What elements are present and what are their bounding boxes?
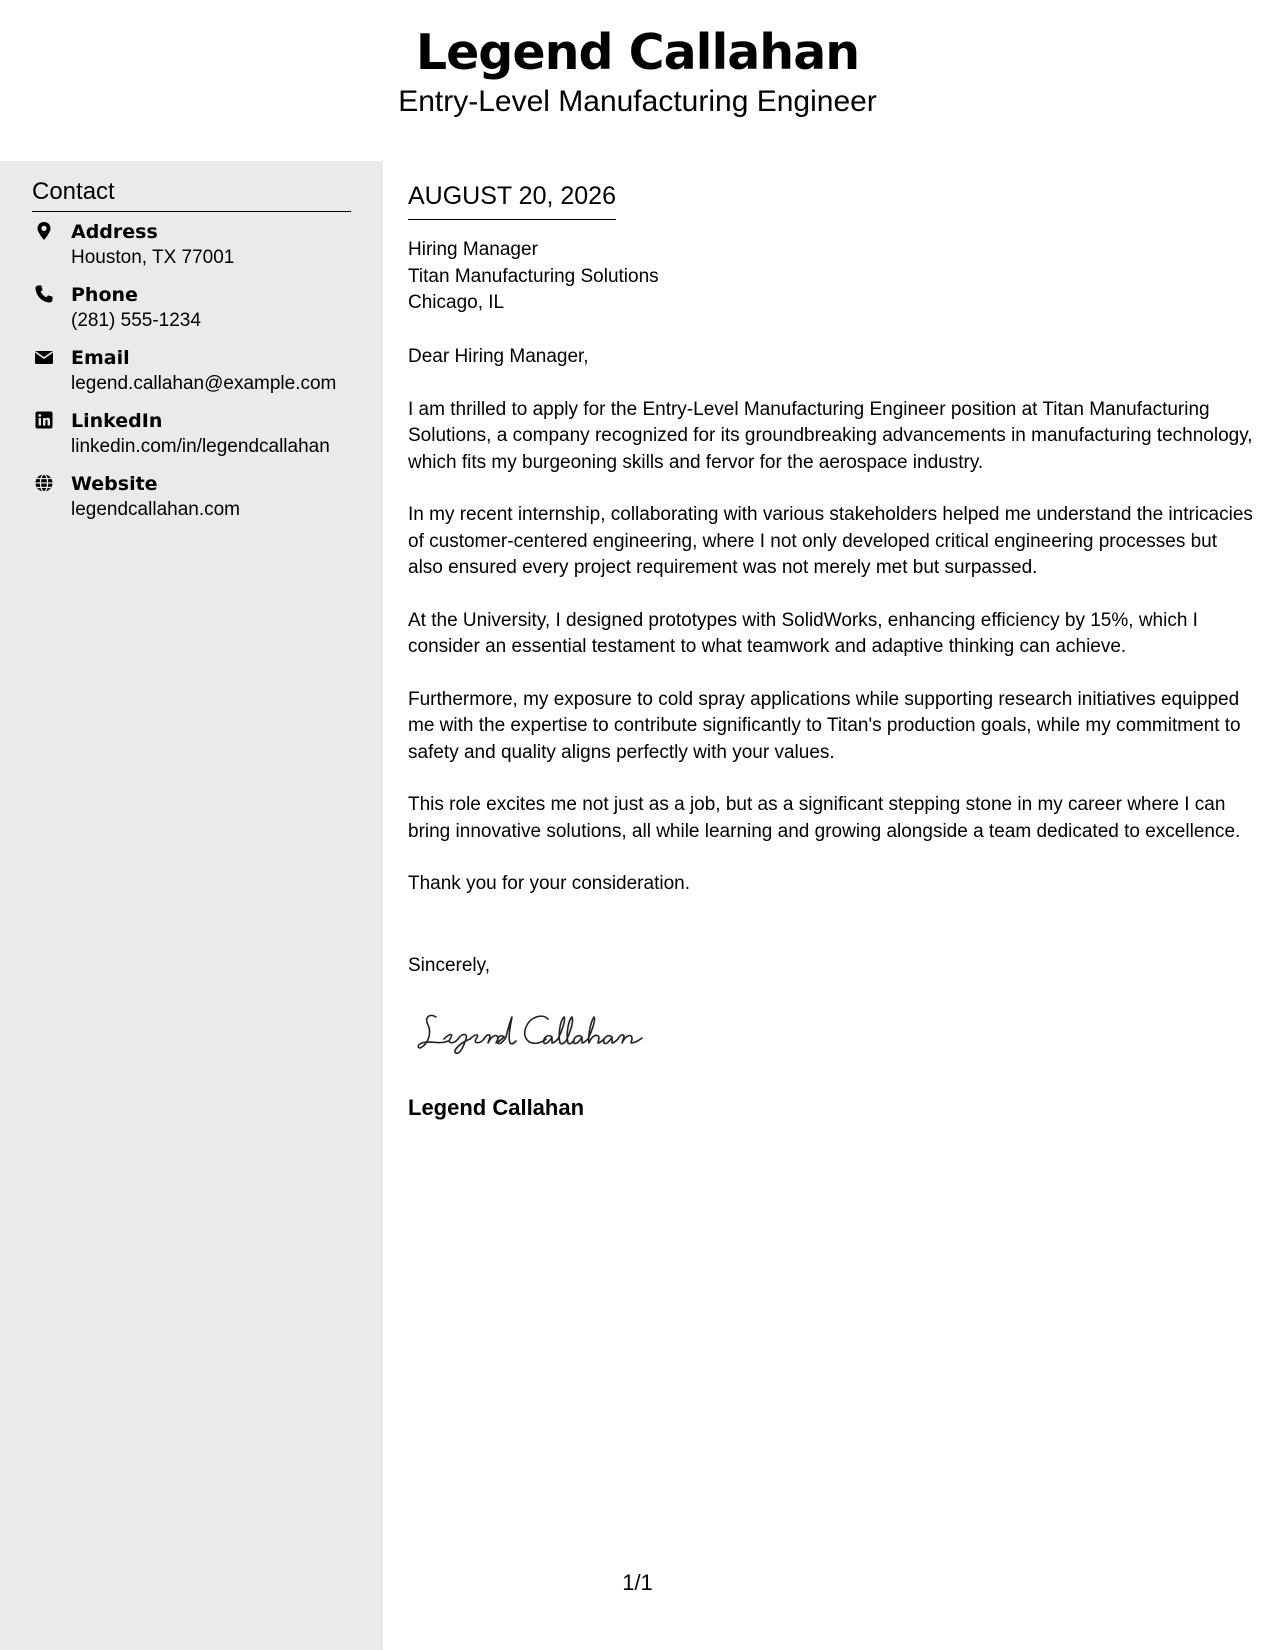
contact-value-address: Houston, TX 77001 xyxy=(71,247,235,268)
signer-name: Legend Callahan xyxy=(408,1095,585,1120)
letter-date: AUGUST 20, 2026 xyxy=(408,179,616,220)
handwritten-signature xyxy=(414,1003,674,1063)
greeting: Dear Hiring Manager, xyxy=(408,346,589,367)
contact-value-phone: (281) 555-1234 xyxy=(71,310,201,331)
paragraph: At the University, I designed prototypes with SolidWorks, enhancing efficiency by 15%, which I consider an essential testament to what teamwork and adaptive thinking can achieve. xyxy=(408,609,1198,657)
contact-label: Address xyxy=(71,221,158,243)
contact-item-website xyxy=(32,471,372,534)
contact-label: Phone xyxy=(71,284,138,306)
contact-value-email: legend.callahan@example.com xyxy=(71,373,337,394)
recipient-company: Titan Manufacturing Solutions xyxy=(408,265,659,287)
map-pin-icon xyxy=(34,221,54,241)
paragraph: I am thrilled to apply for the Entry-Level Manufacturing Engineer position at Titan Manufacturing Solutions, a company recognized for its groundbreaking advancements in manufacturing technology, which fits my burgeoning skills and fervor for the aerospace industry. xyxy=(408,398,1253,473)
linkedin-icon xyxy=(34,410,54,430)
contact-item-email xyxy=(32,345,372,408)
recipient-name: Hiring Manager xyxy=(408,239,538,260)
phone-icon xyxy=(34,284,54,304)
candidate-name: Legend Callahan xyxy=(415,24,860,81)
header xyxy=(0,0,1275,161)
contact-label: Website xyxy=(71,473,158,495)
paragraph: Thank you for your consideration. xyxy=(408,873,690,894)
contact-label: LinkedIn xyxy=(71,410,163,432)
closing: Sincerely, xyxy=(408,955,491,976)
contact-value-linkedin: linkedin.com/in/legendcallahan xyxy=(71,436,330,457)
candidate-title: Entry-Level Manufacturing Engineer xyxy=(398,85,877,118)
page-number: 1/1 xyxy=(622,1570,653,1595)
recipient-location: Chicago, IL xyxy=(408,292,505,313)
contact-value-website: legendcallahan.com xyxy=(71,499,241,520)
contact-sidebar xyxy=(0,161,383,1650)
contact-item-phone xyxy=(32,282,372,345)
recipient-block xyxy=(408,237,659,317)
contact-heading: Contact xyxy=(32,175,351,212)
envelope-icon xyxy=(34,347,54,367)
paragraph: Furthermore, my exposure to cold spray applications while supporting research initiatives equipped me with the expertise to contribute significantly to Titan's production goals, while my commitment to safety and quality aligns perfectly with your values. xyxy=(408,688,1241,763)
paragraph: This role excites me not just as a job, but as a significant stepping stone in my career where I can bring innovative solutions, all while learning and growing alongside a team dedicated to excellence. xyxy=(408,794,1241,842)
contact-label: Email xyxy=(71,347,130,369)
letter-content xyxy=(408,344,1253,924)
contact-list xyxy=(32,219,372,534)
paragraph: In my recent internship, collaborating with various stakeholders helped me understand the intricacies of customer-centered engineering, where I not only developed critical engineering processes but also ensured every project requirement was not merely met but surpassed. xyxy=(408,504,1253,578)
contact-item-linkedin xyxy=(32,408,372,471)
globe-icon xyxy=(34,473,54,493)
contact-item-address xyxy=(32,219,372,282)
